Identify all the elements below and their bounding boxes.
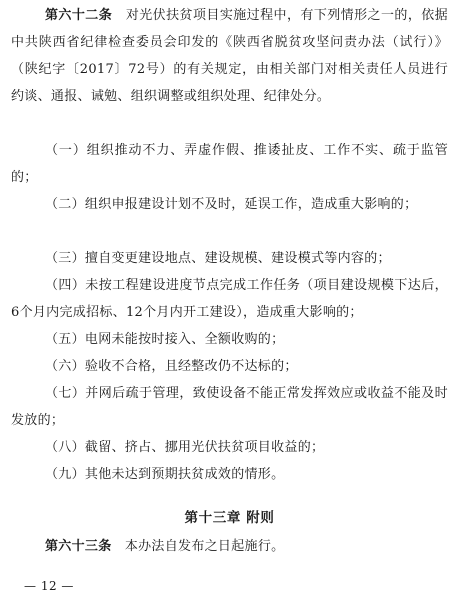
article-62-paragraph [11,2,448,110]
page-number: — 12 — [24,579,74,593]
article-62-text: 对光伏扶贫项目实施过程中，有下列情形之一的，依据中共陕西省纪律检查委员会印发的《陕西省脱贫攻坚问责办法（试行）》（陕纪字〔2017〕72号）的有关规定，由相关部门对相关责任人员进行约谈、通报、诫勉、组织调整或组织处理、纪律处分。 [11,8,448,104]
list-item-3: （三）擅自变更建设地点、建设规模、建设模式等内容的； [45,251,391,266]
article-63-label: 第六十三条 [45,539,112,554]
article-63-text: 本办法自发布之日起施行。 [124,539,285,554]
list-item-1: （一）组织推动不力、弄虚作假、推诿扯皮、工作不实、疏于监管的； [11,143,448,185]
article-62-label: 第六十二条 [45,8,113,23]
article-63-paragraph [11,533,448,560]
list-item-8: （八）截留、挤占、挪用光伏扶贫项目收益的； [45,440,325,455]
list-item-9: （九）其他未达到预期扶贫成效的情形。 [45,467,285,482]
list-item-2: （二）组织申报建设计划不及时，延误工作，造成重大影响的； [45,197,418,212]
list-item-6: （六）验收不合格，且经整改仍不达标的； [45,359,298,374]
list-item-5: （五）电网未能按时接入、全额收购的； [45,332,285,347]
list-item-4: （四）未按工程建设进度节点完成工作任务（项目建设规模下达后，6个月内完成招标、12个月内开工建设），造成重大影响的； [11,278,448,320]
list-item-7: （七）并网后疏于管理，致使设备不能正常发挥效应或收益不能及时发放的； [11,386,448,428]
chapter-13-title: 第十三章 附则 [184,510,275,526]
